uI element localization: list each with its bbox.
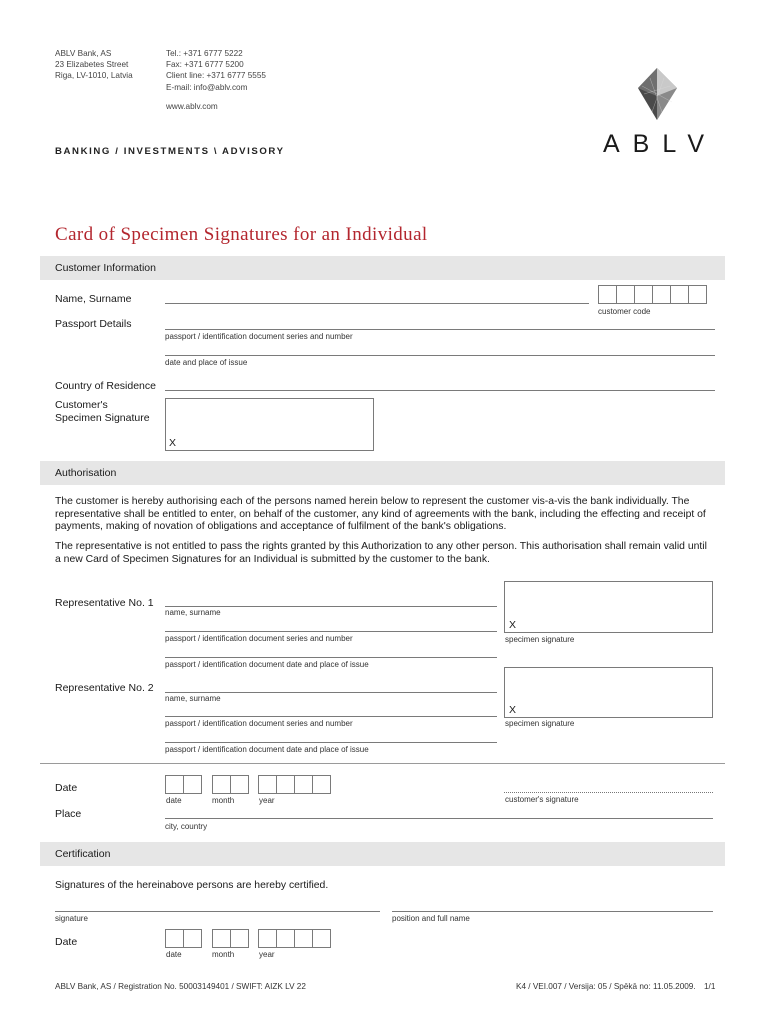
representative-1-label: Representative No. 1 [55,597,154,609]
contact-line: Fax: +371 6777 5200 [166,60,244,70]
place-field[interactable] [165,818,713,819]
customer-signature-label [55,399,150,425]
rep1-series-label: passport / identification document series and number [165,634,353,643]
customer-code-label: customer code [598,307,651,316]
rep1-signature-mark: X [509,619,517,631]
rep2-date-place-field[interactable] [165,742,497,743]
contact-line: Client line: +371 6777 5555 [166,71,266,81]
cert-day-label: date [166,950,182,959]
ablv-crystal-logo-icon [632,66,682,122]
bank-contacts [166,48,266,112]
address-line: Riga, LV-1010, Latvia [55,71,133,81]
rep2-signature-mark: X [509,704,517,716]
day-label: date [166,796,182,805]
footer-page-number: 1/1 [704,982,716,991]
rep2-name-field[interactable] [165,692,497,693]
contact-line: E-mail: info@ablv.com [166,82,248,92]
customer-code-cells[interactable] [598,285,706,304]
cert-month-label: month [212,950,235,959]
cert-signature-field[interactable] [55,911,380,912]
cert-date-label: Date [55,936,78,948]
date-label: Date [55,782,78,794]
name-surname-field[interactable] [165,303,589,304]
signature-mark: X [169,437,177,449]
customer-signature-label: customer's signature [505,795,579,804]
tagline: BANKING / INVESTMENTS \ ADVISORY [55,146,285,157]
bank-address [55,48,133,82]
passport-series-field[interactable] [165,329,715,330]
cert-signature-label: signature [55,914,88,923]
rep1-signature-box[interactable] [504,581,713,633]
footer-registration: ABLV Bank, AS / Registration No. 50003149401 / SWIFT: AIZK LV 22 [55,982,306,991]
year-label: year [259,796,275,805]
month-label: month [212,796,235,805]
date-day-cells[interactable] [165,775,201,794]
section-divider [40,763,725,764]
rep2-name-label: name, surname [165,694,221,703]
section-title: Customer Information [55,262,156,274]
page-title: Card of Specimen Signatures for an Individual [55,224,428,245]
date-month-cells[interactable] [212,775,248,794]
name-surname-label: Name, Surname [55,293,132,305]
signature-label-line: Specimen Signature [55,412,150,424]
rep2-date-place-label: passport / identification document date and place of issue [165,745,369,754]
passport-details-label: Passport Details [55,318,132,330]
cert-position-label: position and full name [392,914,470,923]
rep1-signature-label: specimen signature [505,635,575,644]
footer-version: K4 / VEI.007 / Versija: 05 / Spēkā no: 11.05.2009. [516,982,696,991]
cert-year-label: year [259,950,275,959]
cert-month-cells[interactable] [212,929,248,948]
date-place-issue-label: date and place of issue [165,358,248,367]
customer-signature-line[interactable] [504,792,713,793]
rep1-name-label: name, surname [165,608,221,617]
section-title: Certification [55,848,111,860]
place-label: Place [55,808,82,820]
rep1-date-place-field[interactable] [165,657,497,658]
country-label: Country of Residence [55,380,156,392]
rep1-name-field[interactable] [165,606,497,607]
country-field[interactable] [165,390,715,391]
date-year-cells[interactable] [258,775,330,794]
section-header-certification [40,842,725,866]
cert-day-cells[interactable] [165,929,201,948]
address-line: 23 Elizabetes Street [55,60,129,70]
rep1-series-field[interactable] [165,631,497,632]
address-line: ABLV Bank, AS [55,49,112,58]
section-header-customer-information [40,256,725,280]
cert-position-field[interactable] [392,911,713,912]
city-country-label: city, country [165,822,208,831]
rep2-series-field[interactable] [165,716,497,717]
section-title: Authorisation [55,467,117,479]
authorisation-paragraph-2: The representative is not entitled to pass the rights granted by this Authorization to any other person. This authorisation shall remain valid until a new Card of Specimen Signatures for an Individual is submitted by the customer to the bank. [55,541,707,565]
rep2-signature-label: specimen signature [505,719,575,728]
contact-line: Tel.: +371 6777 5222 [166,49,243,58]
passport-series-label: passport / identification document series and number [165,332,353,341]
representative-2-label: Representative No. 2 [55,682,154,694]
signature-label-line: Customer's [55,399,108,411]
rep2-series-label: passport / identification document series and number [165,719,353,728]
rep2-signature-box[interactable] [504,667,713,718]
certification-text: Signatures of the hereinabove persons are hereby certified. [55,880,329,891]
website: www.ablv.com [166,101,218,111]
cert-year-cells[interactable] [258,929,330,948]
ablv-logo-text: ABLV [603,130,718,158]
date-place-issue-field[interactable] [165,355,715,356]
section-header-authorisation [40,461,725,485]
authorisation-paragraph-1: The customer is hereby authorising each of the persons named herein below to represent the customer vis-a-vis the bank individually. The representative shall be entitled to enter, on behalf of the customer, any kind of agreements with the bank, including the effecting and receipt of payments, making of novation of obligations and acceptance of fulfilment of the bank's obligations. [55,496,706,533]
customer-signature-box[interactable] [165,398,374,451]
rep1-date-place-label: passport / identification document date and place of issue [165,660,369,669]
